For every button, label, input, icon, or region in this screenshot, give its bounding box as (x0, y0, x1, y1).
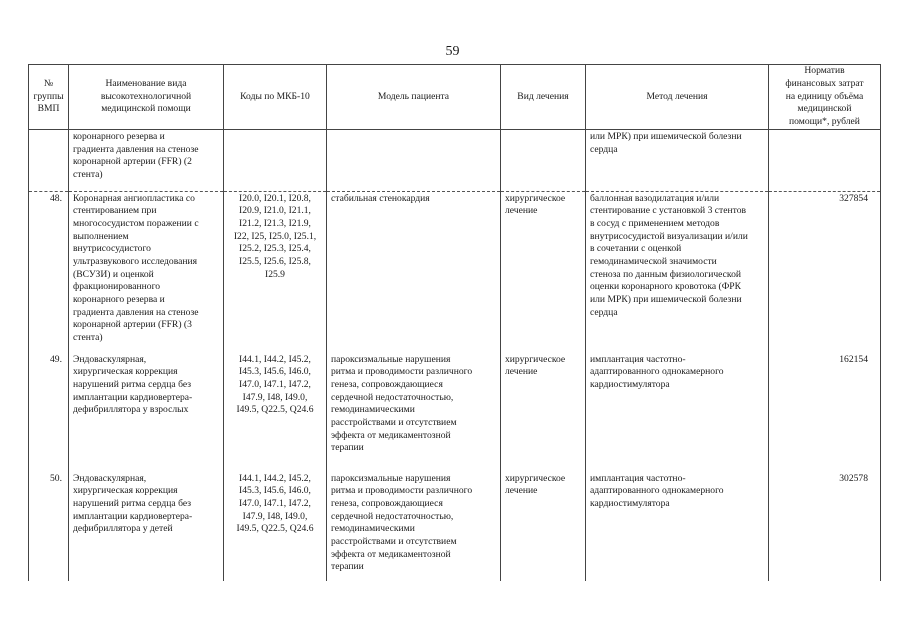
header-patient-model: Модель пациента (327, 65, 501, 130)
table-row (29, 472, 881, 581)
cell-method: имплантация частотно- адаптированного однокамерного кардиостимулятора (586, 472, 769, 581)
cell-method: имплантация частотно- адаптированного однокамерного кардиостимулятора (586, 353, 769, 472)
cell-cost: 302578 (769, 472, 881, 581)
cell-codes: I44.1, I44.2, I45.2, I45.3, I45.6, I46.0, I47.0, I47.1, I47.2, I47.9, I48, I49.0, I49.5, Q22.5, Q24.6 (224, 353, 327, 472)
header-cost-standard: Норматив финансовых затрат на единицу объёма медицинской помощи*, рублей (769, 65, 881, 130)
cell-empty (769, 130, 881, 182)
cell-method: баллонная вазодилатация и/или стентирование с установкой 3 стентов в сосуд с применением методов внутрисосудистой визуализации и/или в сочетании с оценкой гемодинамической значимости стеноза по данным физиологической оценки коронарного кровотока (ФРК или МРК) при ишемической болезни сердца (586, 191, 769, 353)
table-row (29, 353, 881, 472)
cell-name: Эндоваскулярная, хирургическая коррекция нарушений ритма сердца без имплантации кардиовертера- дефибриллятора у взрослых (69, 353, 224, 472)
cell-name: Коронарная ангиопластика со стентированием при многососудистом поражении с выполнением внутрисосудистого ультразвукового исследования (ВСУЗИ) и оценкой фракционированного коронарного резерва и градиента давления на стенозе коронарной артерии (FFR) (3 стента) (69, 191, 224, 353)
cell-group-number: 50. (29, 472, 69, 581)
cell-method: или МРК) при ишемической болезни сердца (586, 130, 769, 182)
cell-patient-model: пароксизмальные нарушения ритма и проводимости различного генеза, сопровождающиеся сердечной недостаточностью, гемодинамическими расстройствами и отсутствием эффекта от медикаментозной терапии (327, 353, 501, 472)
cell-empty (501, 130, 586, 182)
header-group-number: № группы ВМП (29, 65, 69, 130)
cell-empty (224, 130, 327, 182)
header-treatment-method: Метод лечения (586, 65, 769, 130)
cell-cost: 162154 (769, 353, 881, 472)
vmp-table (28, 64, 881, 581)
cell-patient-model: стабильная стенокардия (327, 191, 501, 353)
cell-treatment-type: хирургическое лечение (501, 353, 586, 472)
header-icd10-codes: Коды по МКБ-10 (224, 65, 327, 130)
cell-group-number: 48. (29, 191, 69, 353)
header-care-type-name: Наименование вида высокотехнологичной медицинской помощи (69, 65, 224, 130)
row-separator (29, 182, 881, 192)
cell-treatment-type: хирургическое лечение (501, 472, 586, 581)
header-treatment-type: Вид лечения (501, 65, 586, 130)
cell-codes: I44.1, I44.2, I45.2, I45.3, I45.6, I46.0, I47.0, I47.1, I47.2, I47.9, I48, I49.0, I49.5, Q22.5, Q24.6 (224, 472, 327, 581)
cell-cost: 327854 (769, 191, 881, 353)
cell-name: коронарного резерва и градиента давления на стенозе коронарной артерии (FFR) (2 стента) (69, 130, 224, 182)
cell-empty (29, 130, 69, 182)
cell-codes: I20.0, I20.1, I20.8, I20.9, I21.0, I21.1, I21.2, I21.3, I21.9, I22, I25, I25.0, I25.1, I25.2, I25.3, I25.4, I25.5, I25.6, I25.8, I25.9 (224, 191, 327, 353)
cell-group-number: 49. (29, 353, 69, 472)
table-row-continuation (29, 130, 881, 182)
page-number: 59 (445, 44, 460, 59)
cell-treatment-type: хирургическое лечение (501, 191, 586, 353)
cell-empty (327, 130, 501, 182)
cell-name: Эндоваскулярная, хирургическая коррекция нарушений ритма сердца без имплантации кардиовертера- дефибриллятора у детей (69, 472, 224, 581)
cell-patient-model: пароксизмальные нарушения ритма и проводимости различного генеза, сопровождающиеся сердечной недостаточностью, гемодинамическими расстройствами и отсутствием эффекта от медикаментозной терапии (327, 472, 501, 581)
table-row (29, 191, 881, 353)
table-header-row (29, 65, 881, 130)
